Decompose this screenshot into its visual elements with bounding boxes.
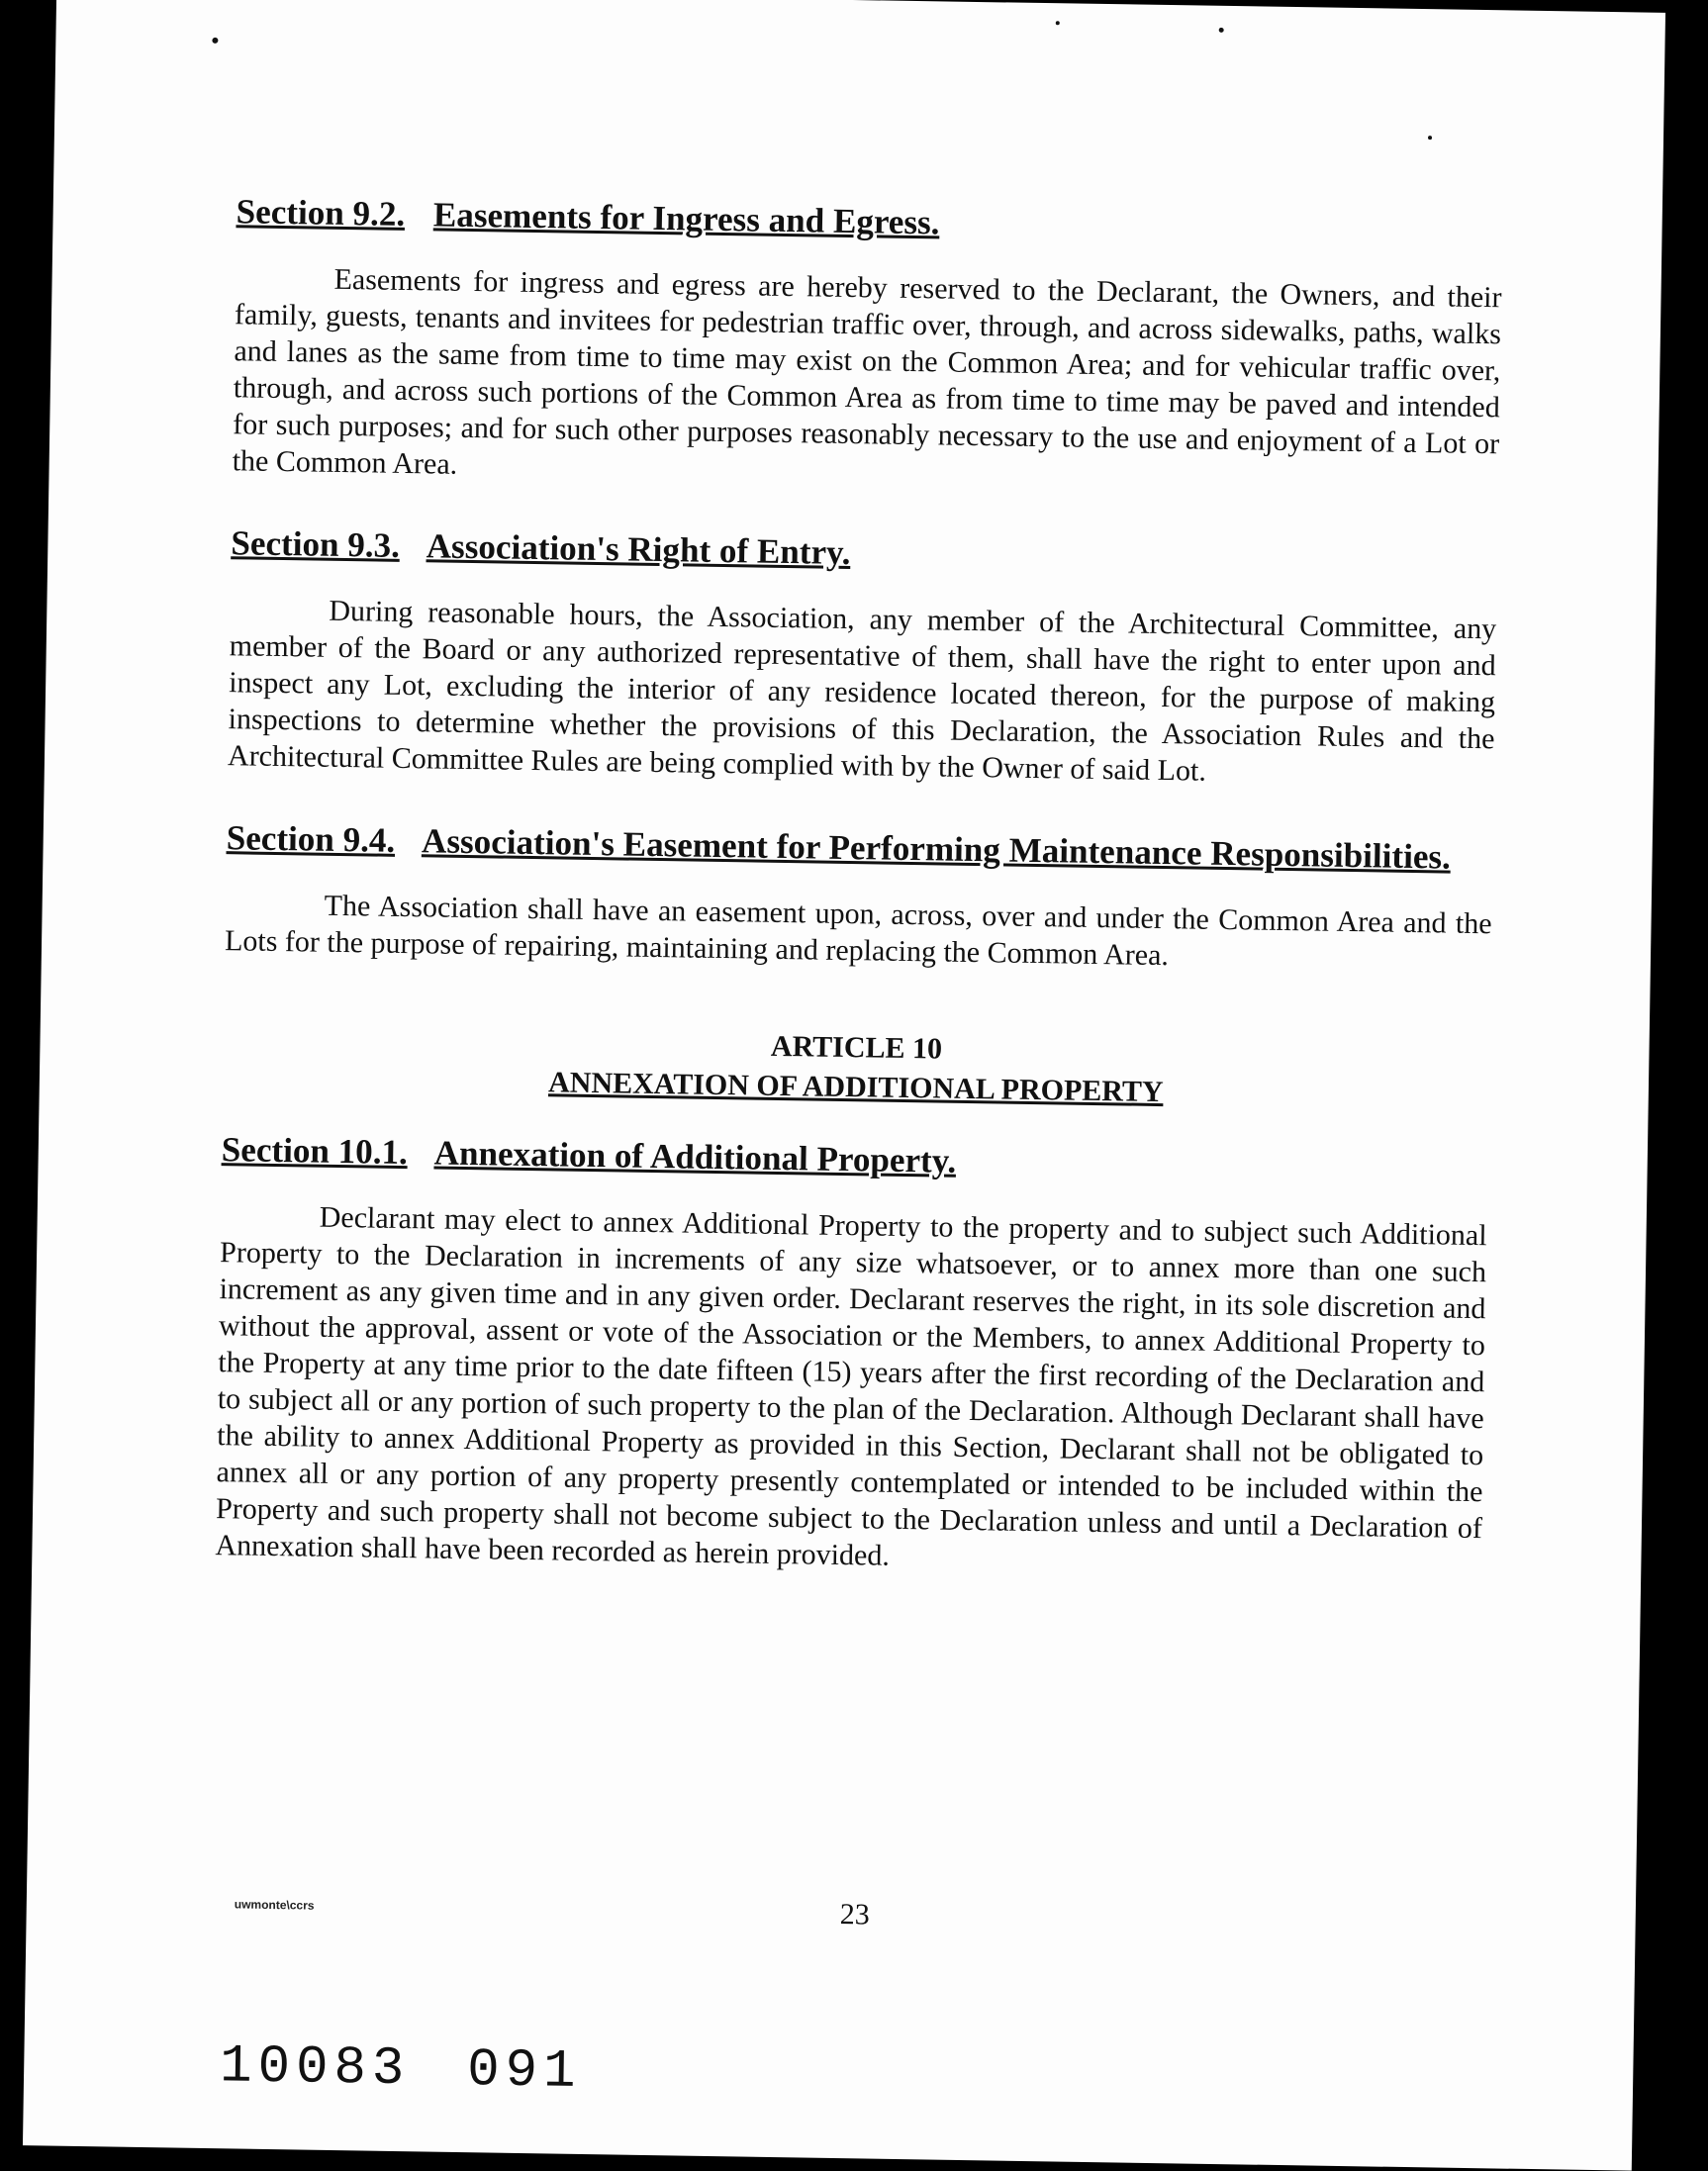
page-number: 23 [839, 1898, 870, 1932]
scan-speck [1056, 21, 1060, 25]
document-body [215, 193, 1503, 1629]
section-9-3-body: During reasonable hours, the Association, any member of the Architectural Committee, any member of the Board or any authorized representative of them, shall have the right to enter upon and inspect any Lot, excluding the interior of any residence located thereon, for the purpose of making inspections to determine whether the provisions of this Declaration, the Association Rules and the Architectural Committee Rules are being complied with by the Owner of said Lot. [227, 594, 1497, 788]
section-9-3-heading [231, 524, 1497, 581]
scan-speck [1428, 136, 1432, 140]
section-title: Association's Easement for Performing Maintenance Responsibilities. [421, 821, 1452, 877]
section-10-1-heading [222, 1131, 1488, 1187]
stamp-right: 091 [466, 2040, 582, 2103]
section-number: Section 9.2. [236, 192, 406, 234]
section-number: Section 9.4. [226, 818, 396, 860]
section-9-2-body: Easements for ingress and egress are hereby reserved to the Declarant, the Owners, and their family, guests, tenants and invitees for pedestrian traffic over, through, and across sidewalks, paths, walks and lanes as the same from time to time may exist on the Common Area; and for vehicular traffic over, through, and across such portions of the Common Area as from time to time may be paved and intended for such purposes; and for such other purposes reasonably necessary to the use and enjoyment of a Lot or the Common Area. [232, 262, 1502, 481]
file-code: uwmonte\ccrs [234, 1897, 315, 1913]
stamp-left: 10083 [219, 2036, 411, 2101]
section-title: Annexation of Additional Property. [433, 1133, 957, 1180]
section-number: Section 9.3. [231, 523, 401, 565]
section-9-4-heading [226, 819, 1492, 876]
section-number: Section 10.1. [221, 1130, 409, 1173]
section-10-1-body: Declarant may elect to annex Additional Property to the property and to subject such Additional Property to the Declaration in increments of any size whatsoever, or to annex more than one such increment as any given time and in any given order. Declarant reserves the right, in its sole discretion and without the approval, assent or vote of the Association or the Members, to annex Additional Property to the Property at any time prior to the date fifteen (15) years after the first recording of the Declaration and to subject all or any portion of such property to the plan of the Declaration. Although Declarant shall have the ability to annex Additional Property as provided in this Section, Declarant shall not be obligated to annex all or any portion of any property presently contemplated or intended to be included within the Property and such property shall not become subject to the Declaration unless and until a Declaration of Annexation shall have been recorded as herein provided. [215, 1200, 1487, 1572]
document-stamp [220, 2036, 582, 2103]
section-9-2-heading [236, 193, 1502, 249]
article-heading [223, 1018, 1490, 1117]
scan-speck [212, 38, 218, 44]
article-label: ARTICLE 10 [770, 1029, 943, 1066]
article-title: ANNEXATION OF ADDITIONAL PROPERTY [547, 1066, 1164, 1109]
scan-speck [1219, 28, 1224, 33]
section-title: Easements for Ingress and Egress. [432, 195, 940, 242]
section-title: Association's Right of Entry. [426, 526, 851, 573]
document-page [23, 0, 1665, 2171]
section-9-4-body: The Association shall have an easement upon, across, over and under the Common Area and the Lots for the purpose of repairing, maintaining and replacing the Common Area. [224, 889, 1492, 973]
